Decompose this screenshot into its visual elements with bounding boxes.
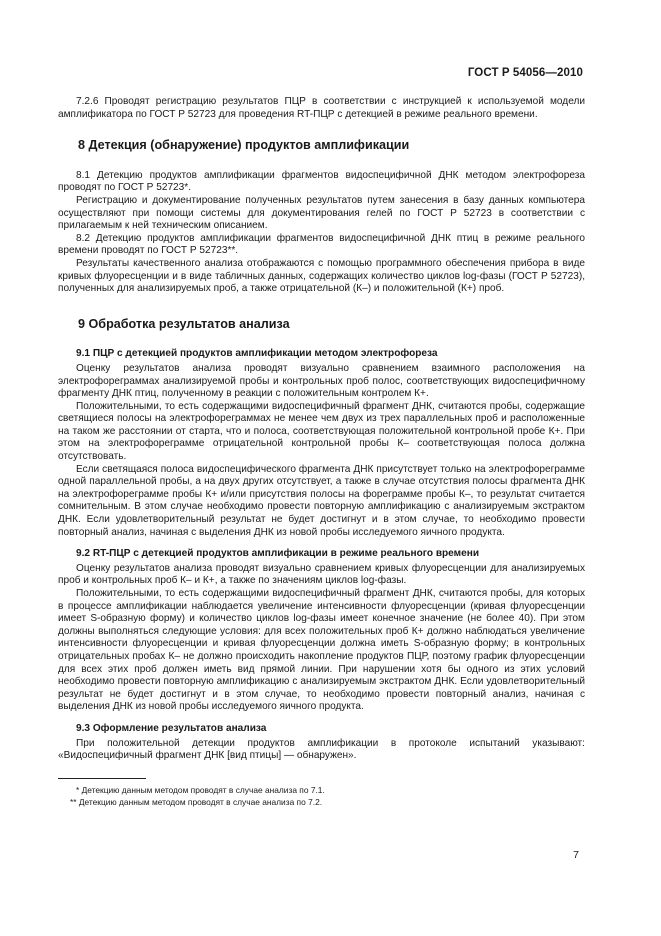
paragraph-9-2-a: Оценку результатов анализа проводят визуально сравнением кривых флуоресценции для анализируемых проб и контрольных проб К– и К+, а также по значениям циклов log-фазы. [58,562,585,587]
paragraph-8-1: 8.1 Детекцию продуктов амплификации фрагментов видоспецифичной ДНК методом электрофореза проводят по ГОСТ Р 52723*. [58,169,585,194]
footnote-divider [58,778,146,779]
subsection-9-3-title: 9.3 Оформление результатов анализа [76,722,267,734]
document-id-header: ГОСТ Р 54056—2010 [467,67,583,79]
footnotes [58,784,585,808]
paragraph-8-1-registration: Регистрацию и документирование полученных результатов путем занесения в базу данных компьютера осуществляют при помощи системы для документирования гелей по ГОСТ Р 52723 в соответствии с прилагаемым к ней техническим описанием. [58,194,585,232]
page-number: 7 [573,849,579,861]
paragraph-9-1-b: Положительными, то есть содержащими видоспецифичный фрагмент ДНК, считаются пробы, содержащие светящиеся полосы на электрофореграммах не менее чем двух из трех параллельных проб и расположенные на таком же расстоянии от старта, что и полоса, соответствующая положительной контрольной пробе К+. При этом на электрофореграмме отрицательной контрольной пробы К– соответствующая полоса должна отсутствовать. [58,400,585,463]
footnote-2: ** Детекцию данным методом проводят в случае анализа по 7.2. [70,797,323,807]
subsection-9-2-title: 9.2 RT-ПЦР с детекцией продуктов амплификации в режиме реального времени [76,548,480,560]
paragraph-8-2-results: Результаты качественного анализа отображаются с помощью программного обеспечения прибора в виде кривых флуоресценции и в виде табличных данных, содержащих количество циклов log-фазы (ГОСТ Р 52723), полученных для анализируемых проб, а также отрицательной (К–) и положительной (К+) проб. [58,257,585,295]
section-8-title: 8 Детекция (обнаружение) продуктов амплификации [78,138,410,153]
footnote-1: * Детекцию данным методом проводят в случае анализа по 7.1. [76,785,325,795]
subsection-9-1-title: 9.1 ПЦР с детекцией продуктов амплификации методом электрофореза [76,348,438,360]
page-body [58,96,585,763]
paragraph-9-1-a: Оценку результатов анализа проводят визуально сравнением взаимного расположения на электрофореграммах анализируемой пробы и контрольных проб полос, соответствующих видоспецифичному фрагменту ДНК птиц, полученному в реакции с положительным контролем К+. [58,362,585,400]
paragraph-9-1-c: Если светящаяся полоса видоспецифического фрагмента ДНК присутствует только на электрофореграмме одной параллельной пробы, а на двух других отсутствует, а также в случае отсутствия полосы фрагмента ДНК на электрофореграмме пробы К+ и/или присутствия полосы на фореграмме пробы К–, то результат считается сомнительным. В этом случае необходимо провести повторную амплификацию с анализируемым экстрактом ДНК. Если удовлетворительный результат не будет достигнут и в этом случае, то необходимо провести повторный анализ, начиная с выделения ДНК из новой пробы исследуемого яичного продукта. [58,463,585,538]
section-9-title: 9 Обработка результатов анализа [78,316,290,331]
paragraph-9-2-b: Положительными, то есть содержащими видоспецифичный фрагмент ДНК, считаются пробы, для которых в процессе амплификации наблюдается увеличение интенсивности флуоресценции (кривая флуоресценции имеет S-образную форму) и количество циклов log-фазы имеет конечное значение (не более 40). При этом должны выполняться следующие условия: для всех положительных проб К+ должно наблюдаться увеличение интенсивности флуоресценции и кривая флуоресценции должна иметь S-образную форму; в контрольных отрицательных пробах К– не должно происходить накопление продуктов ПЦР, поэтому график флуоресценции для всех этих проб должен иметь вид прямой линии. При нарушении хотя бы одного из этих условий необходимо провести повторную амплификацию с анализируемым экстрактом ДНК. Если удовлетворительный результат не будет достигнут и в этом случае, то необходимо провести повторный анализ, начиная с выделения ДНК из новой пробы исследуемого яичного продукта. [58,588,585,713]
paragraph-8-2: 8.2 Детекцию продуктов амплификации фрагментов видоспецифичной ДНК птиц в режиме реального времени проводят по ГОСТ Р 52723**. [58,232,585,257]
paragraph-9-3: При положительной детекции продуктов амплификации в протоколе испытаний указывают: «Видоспецифичный фрагмент ДНК [вид птицы] — обнаружен». [58,737,585,762]
paragraph-7-2-6: 7.2.6 Проводят регистрацию результатов ПЦР в соответствии с инструкцией к используемой модели амплификатора по ГОСТ Р 52723 для проведения RT-ПЦР с детекцией в режиме реального времени. [58,96,585,120]
